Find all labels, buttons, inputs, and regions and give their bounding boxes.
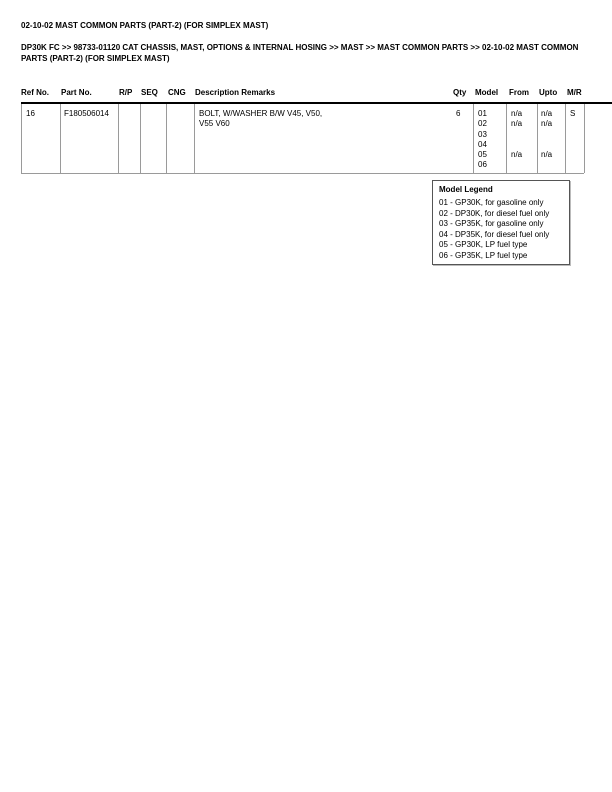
- header-part-no: Part No.: [61, 88, 92, 97]
- from-cell: [511, 109, 522, 160]
- page-title: 02-10-02 MAST COMMON PARTS (PART-2) (FOR SIMPLEX MAST): [21, 21, 269, 30]
- row-bottom-rule: [21, 173, 584, 174]
- from-value: n/a: [511, 150, 523, 160]
- header-cng: CNG: [168, 88, 186, 97]
- column-divider: [506, 104, 507, 173]
- model-legend: [432, 180, 570, 265]
- upto-value: n/a: [541, 109, 553, 118]
- legend-item: 01 - GP30K, for gasoline only: [439, 198, 544, 207]
- upto-value: [541, 140, 552, 150]
- header-rule: [21, 102, 612, 104]
- upto-value: n/a: [541, 119, 553, 129]
- legend-item: 04 - DP35K, for diesel fuel only: [439, 229, 550, 239]
- header-seq: SEQ: [141, 88, 158, 97]
- column-divider: [537, 104, 538, 173]
- upto-value: [541, 130, 552, 140]
- legend-item: 06 - GP35K, LP fuel type: [439, 250, 528, 260]
- header-mr: M/R: [567, 88, 582, 97]
- model-code: 06: [478, 160, 487, 170]
- description-line: BOLT, W/WASHER B/W V45, V50,: [199, 109, 323, 118]
- header-qty: Qty: [453, 88, 467, 97]
- header-rp: R/P: [119, 88, 133, 97]
- mr-cell: S: [570, 109, 576, 118]
- breadcrumb: DP30K FC >> 98733-01120 CAT CHASSIS, MAST, OPTIONS & INTERNAL HOSING >> MAST >> MAST COMMON PARTS >> 02-10-02 MAST COMMON PARTS (PART-2) (FOR SIMPLEX MAST): [21, 43, 579, 63]
- model-code: 03: [478, 129, 487, 139]
- upto-value: n/a: [541, 150, 553, 160]
- model-code: 02: [478, 119, 487, 129]
- column-divider: [166, 104, 167, 173]
- header-model: Model: [475, 88, 499, 97]
- header-ref-no: Ref No.: [21, 88, 49, 97]
- column-divider: [140, 104, 141, 173]
- column-divider: [194, 104, 195, 173]
- model-code: 01: [478, 109, 487, 118]
- header-from: From: [509, 88, 529, 97]
- from-value: n/a: [511, 119, 523, 129]
- upto-cell: [541, 109, 552, 160]
- column-divider: [21, 104, 22, 173]
- model-code: 04: [478, 139, 487, 149]
- column-divider: [118, 104, 119, 173]
- legend-item: 03 - GP35K, for gasoline only: [439, 219, 544, 228]
- description-cell: [199, 109, 322, 130]
- column-divider: [60, 104, 61, 173]
- column-divider: [584, 104, 585, 173]
- legend-item: 05 - GP30K, LP fuel type: [439, 240, 528, 249]
- qty-cell: 6: [456, 109, 461, 118]
- from-value: [511, 130, 522, 140]
- header-upto: Upto: [539, 88, 558, 97]
- description-line: V55 V60: [199, 119, 230, 129]
- ref-no-cell: 16: [26, 109, 35, 118]
- model-cell: [478, 109, 487, 171]
- legend-item: 02 - DP30K, for diesel fuel only: [439, 208, 550, 218]
- from-value: [511, 140, 522, 150]
- part-no-cell: F180506014: [64, 109, 109, 118]
- model-legend-title: Model Legend: [439, 185, 493, 194]
- model-code: 05: [478, 150, 487, 160]
- from-value: n/a: [511, 109, 523, 118]
- column-divider: [473, 104, 474, 173]
- column-divider: [565, 104, 566, 173]
- header-description: Description Remarks: [195, 88, 276, 97]
